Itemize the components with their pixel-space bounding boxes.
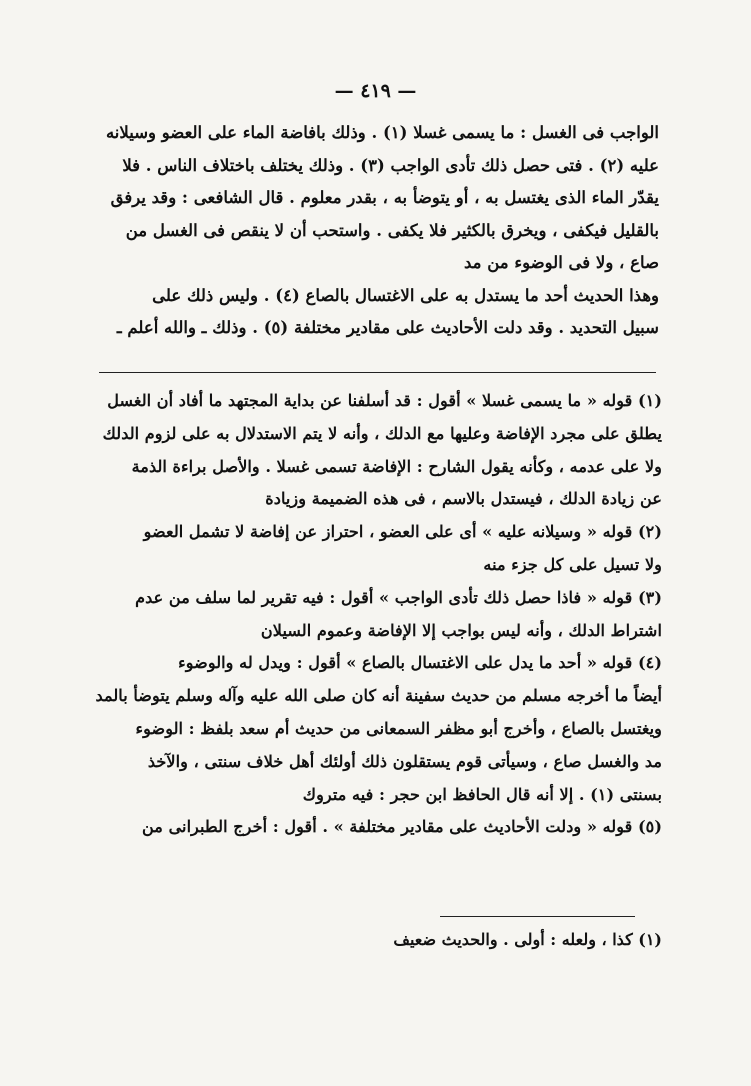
footnote-line: ولا تسيل على كل جزء منه [483, 554, 662, 574]
footnote-line: ويغتسل بالصاع ، وأخرج أبو مظفر السمعانى من حديث أم سعد بلفظ : الوضوء [135, 718, 662, 738]
footnote-line: يطلق على مجرد الإفاضة وعليها مع الدلك ، وأنه لا يتم الاستدلال به على لزوم الدلك [102, 423, 662, 443]
footnote-divider [99, 372, 656, 373]
footnote-line: (٤) قوله « أحد ما يدل على الاغتسال بالصاع » أقول : ويدل له والوضوء [178, 653, 662, 673]
sub-footnote [90, 924, 662, 956]
main-line: وهذا الحديث أحد ما يستدل به على الاغتسال بالصاع (٤) . وليس ذلك على [152, 285, 659, 305]
footnote-line: بسنتى (١) . إلا أنه قال الحافظ ابن حجر : فيه متروك [302, 784, 662, 804]
main-line: يقدّر الماء الذى يغتسل به ، أو يتوضأ به ، بقدر معلوم . قال الشافعى : وقد يرفق [110, 188, 659, 207]
main-line: عليه (٢) . فتى حصل ذلك تأدى الواجب (٣) . وذلك يختلف باختلاف الناس . فلا [122, 155, 659, 175]
footnote-line: (٢) قوله « وسيلانه عليه » أى على العضو ، احتراز عن إفاضة لا تشمل العضو [143, 522, 662, 542]
footnote-line: عن زيادة الدلك ، فيستدل بالاسم ، فى هذه الضميمة وزيادة [265, 489, 662, 509]
page-number: — ٤١٩ — [334, 80, 417, 102]
sub-footnote-divider [440, 916, 635, 917]
main-text [94, 117, 659, 345]
footnote-line: (١) قوله « ما يسمى غسلا » أقول : قد أسلفنا عن بداية المجتهد ما أفاد أن الغسل [107, 391, 662, 410]
footnote-line: اشتراط الدلك ، وأنه ليس بواجب إلا الإفاضة وعموم السيلان [260, 620, 662, 640]
main-line: سبيل التحديد . وقد دلت الأحاديث على مقادير مختلفة (٥) . وذلك ـ والله أعلم ـ [116, 318, 659, 337]
main-line: بالقليل فيكفى ، ويخرق بالكثير فلا يكفى . واستحب أن لا ينقص فى الغسل من [125, 220, 659, 240]
footnote-line: (٥) قوله « ودلت الأحاديث على مقادير مختلفة » . أقول : أخرج الطبرانى من [141, 817, 662, 837]
footnote-line: مد والغسل صاع ، وسيأتى قوم يستقلون ذلك أولئك أهل خلاف سنتى ، والآخذ [147, 751, 662, 771]
footnote-line: (٣) قوله « فاذا حصل ذلك تأدى الواجب » أقول : فيه تقرير لما سلف من عدم [135, 587, 662, 607]
footnote-line: أيضاً ما أخرجه مسلم من حديث سفينة أنه كان صلى الله عليه وآله وسلم يتوضأ بالمد [95, 686, 662, 706]
footnote-line: ولا على عدمه ، وكأنه يقول الشارح : الإفاضة تسمى غسلا . والأصل براءة الذمة [131, 456, 662, 476]
footnotes [90, 385, 662, 844]
main-line: الواجب فى الغسل : ما يسمى غسلا (١) . وذلك بافاضة الماء على العضو وسيلانه [105, 123, 659, 142]
sub-footnote-line: (١) كذا ، ولعله : أولى . والحديث ضعيف [393, 930, 662, 949]
main-line: صاع ، ولا فى الوضوء من مد [463, 253, 659, 272]
